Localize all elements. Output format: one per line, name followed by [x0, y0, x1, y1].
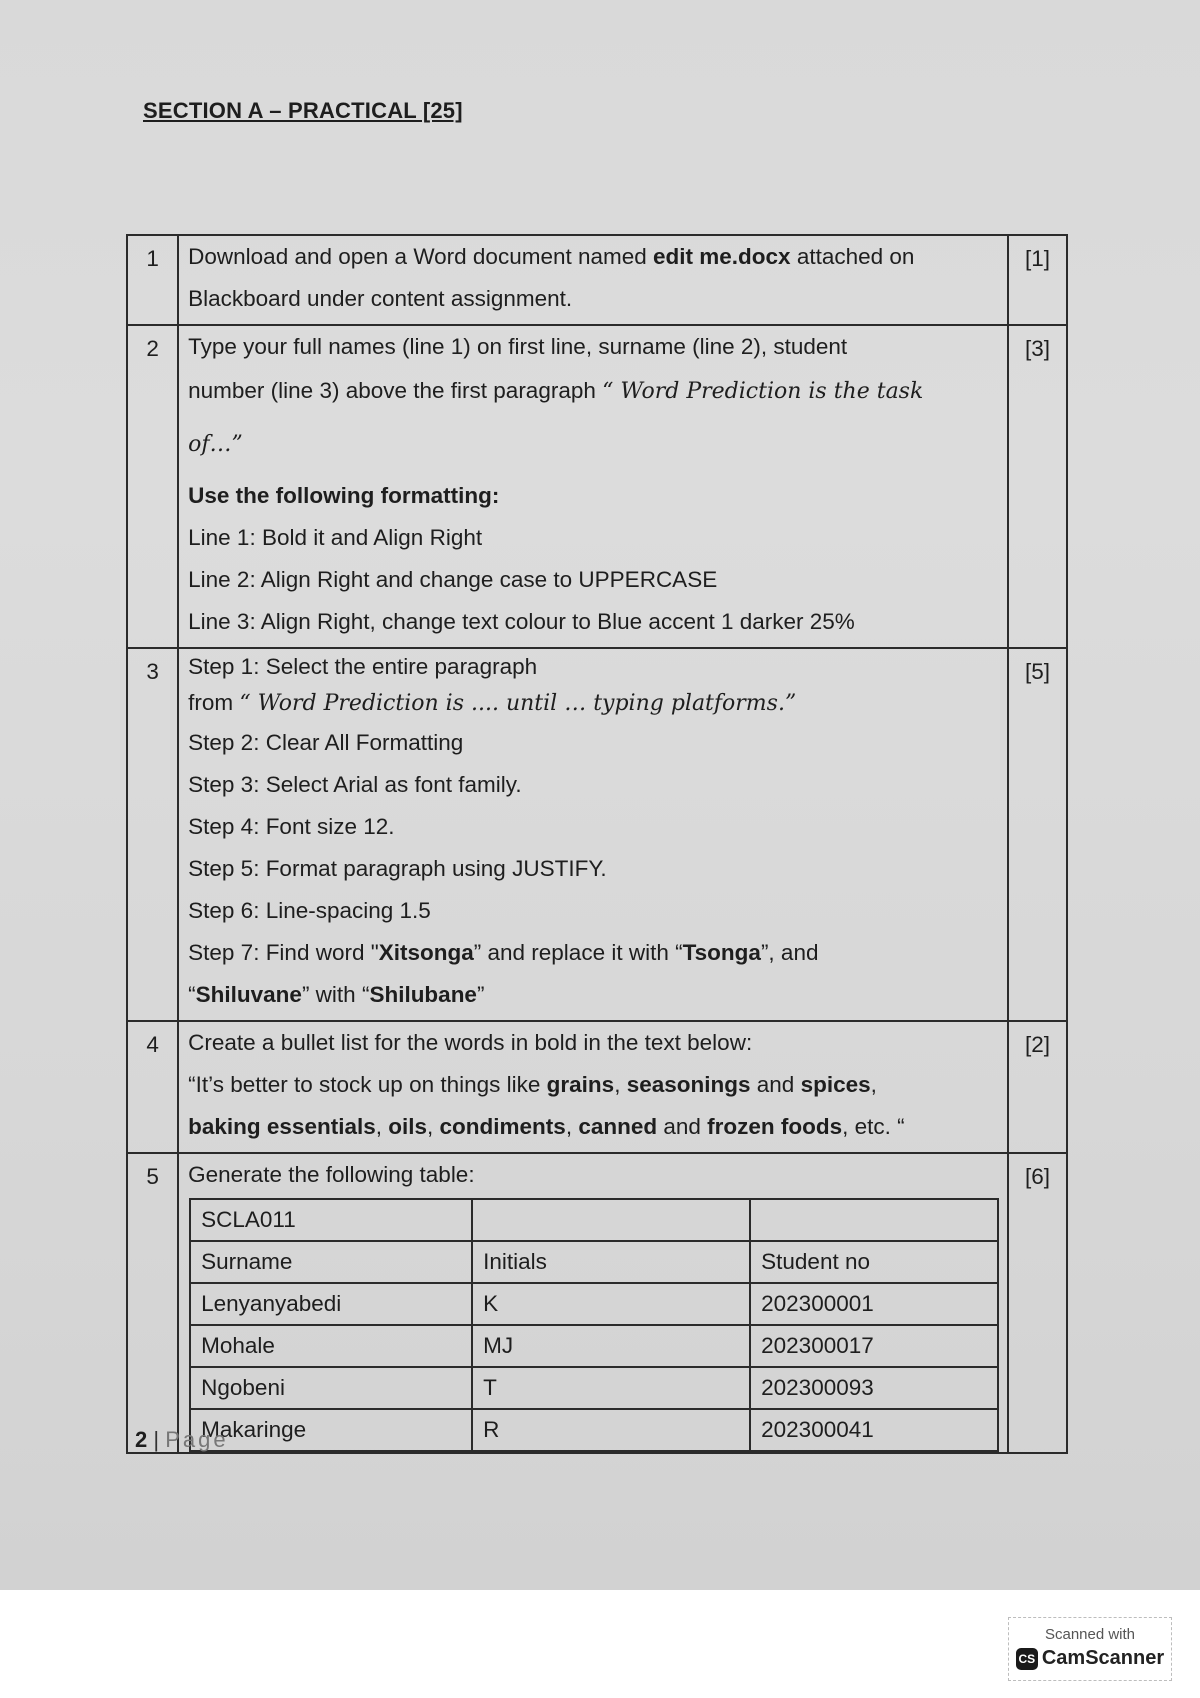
table-cell: SCLA011 [190, 1199, 472, 1241]
table-cell [750, 1199, 998, 1241]
table-cell: 202300093 [750, 1367, 998, 1409]
question-row [127, 325, 1067, 648]
question-marks: [6] [1008, 1153, 1067, 1453]
table-cell: 202300001 [750, 1283, 998, 1325]
table-row [190, 1199, 998, 1241]
table-cell: Makaringe [190, 1409, 472, 1451]
table-cell: 202300017 [750, 1325, 998, 1367]
question-row [127, 1021, 1067, 1153]
table-header-cell: Surname [190, 1241, 472, 1283]
page-number: 2 [135, 1427, 148, 1452]
section-heading: SECTION A – PRACTICAL [25] [143, 98, 463, 123]
table-row [190, 1367, 998, 1409]
table-cell: R [472, 1409, 750, 1451]
table-header-cell: Student no [750, 1241, 998, 1283]
table-cell: 202300041 [750, 1409, 998, 1451]
table-cell: K [472, 1283, 750, 1325]
page-label: Page [165, 1427, 229, 1452]
table-cell [472, 1199, 750, 1241]
question-row [127, 648, 1067, 1021]
page-footer: 2 | Page [135, 1427, 229, 1452]
question-marks: [3] [1008, 325, 1067, 648]
question-row [127, 235, 1067, 325]
question-marks: [5] [1008, 648, 1067, 1021]
question-content: Download and open a Word document named edit me.docx attached on Blackboard under content assignment. [178, 235, 1008, 325]
table-row [190, 1409, 998, 1451]
table-row [190, 1241, 998, 1283]
question-number: 5 [127, 1153, 178, 1453]
handwritten-quote: “ Word Prediction is .... until … typing platforms.” [239, 691, 797, 716]
question-content: Type your full names (line 1) on first line, surname (line 2), student number (line 3) above the first paragraph “ Word Prediction is the task of…” Use the following formatting: Line 1: Bold it and Align Right Line 2: Align Right and change case to UPPERCASE Line 3: Align Right, change text colour to Blue accent 1 darker 25% [178, 325, 1008, 648]
table-row [190, 1283, 998, 1325]
filename: edit me.docx [653, 244, 791, 269]
questions-table [126, 234, 1068, 1454]
handwritten-quote: “ Word Prediction is the task [602, 379, 924, 404]
question-content: Create a bullet list for the words in bold in the text below: “It’s better to stock up on things like grains, seasonings and spices, baking essentials, oils, condiments, canned and frozen foods, etc. “ [178, 1021, 1008, 1153]
camscanner-watermark: Scanned with CS CamScanner [1008, 1617, 1172, 1681]
question-content: Generate the following table: SCLA011 Surname Initials Student no Lenyanyabedi K 202300001 Mohale MJ 202300017 Ngobeni T 202300093 Makaringe R 202300041 [178, 1153, 1008, 1453]
camscanner-logo-icon: CS [1016, 1648, 1038, 1670]
question-content: Step 1: Select the entire paragraph from “ Word Prediction is .... until … typing platforms.” Step 2: Clear All Formatting Step 3: Select Arial as font family. Step 4: Font size 12. Step 5: Format paragraph using JUSTIFY. Step 6: Line-spacing 1.5 Step 7: Find word "Xitsonga” and replace it with “Tsonga”, and “Shiluvane” with “Shilubane” [178, 648, 1008, 1021]
question-marks: [1] [1008, 235, 1067, 325]
question-row [127, 1153, 1067, 1453]
question-number: 1 [127, 235, 178, 325]
table-cell: T [472, 1367, 750, 1409]
student-table [189, 1198, 999, 1452]
question-number: 2 [127, 325, 178, 648]
question-marks: [2] [1008, 1021, 1067, 1153]
table-cell: Lenyanyabedi [190, 1283, 472, 1325]
table-cell: MJ [472, 1325, 750, 1367]
table-header-cell: Initials [472, 1241, 750, 1283]
table-row [190, 1325, 998, 1367]
table-cell: Ngobeni [190, 1367, 472, 1409]
question-number: 3 [127, 648, 178, 1021]
question-number: 4 [127, 1021, 178, 1153]
table-cell: Mohale [190, 1325, 472, 1367]
